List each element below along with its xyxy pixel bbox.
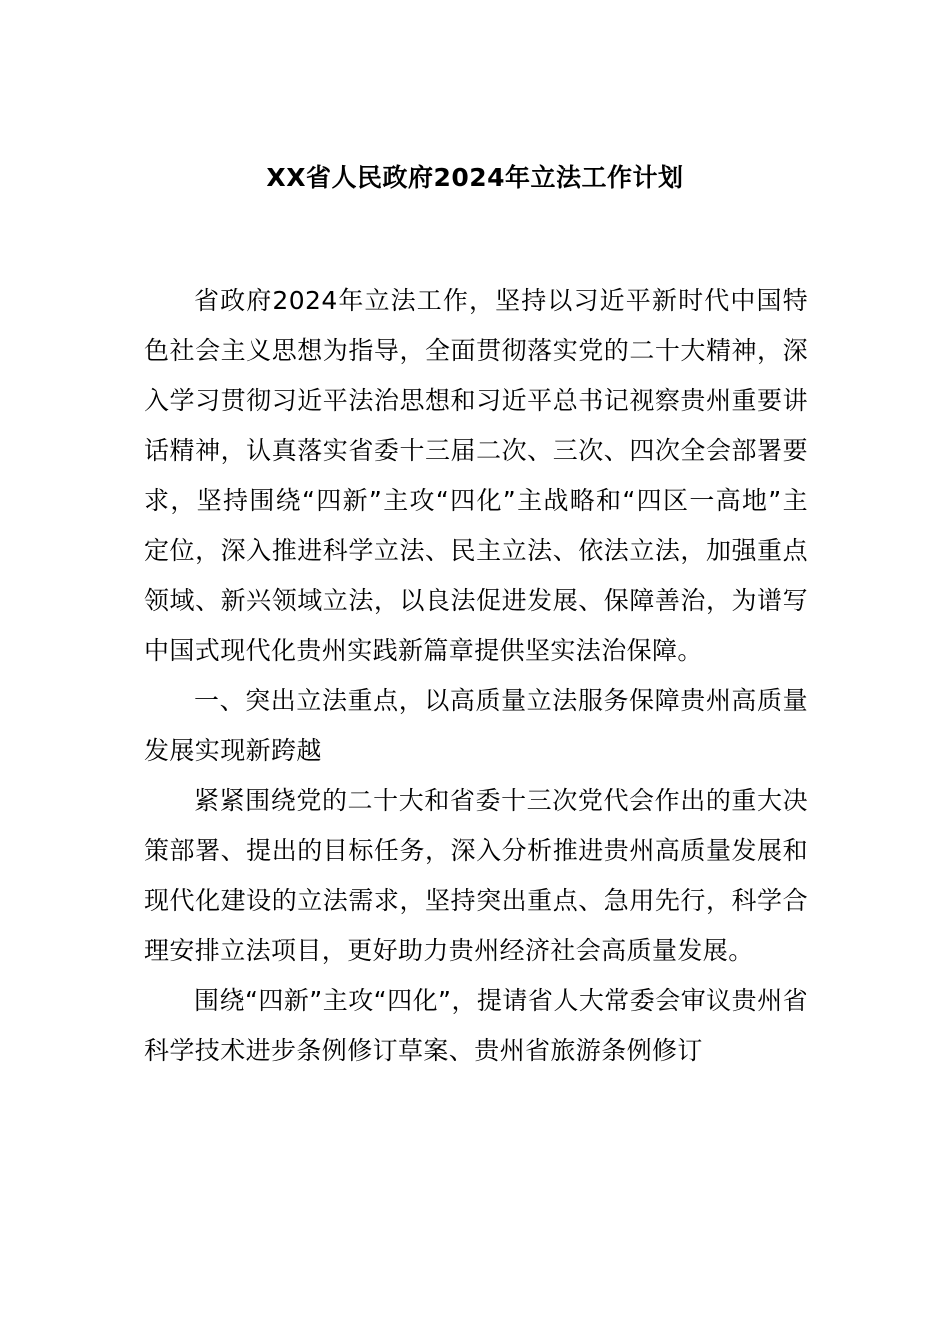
paragraph-intro: 省政府2024年立法工作，坚持以习近平新时代中国特色社会主义思想为指导，全面贯彻落实党的二十大精神，深入学习贯彻习近平法治思想和习近平总书记视察贵州重要讲话精神，认真落实省委十三届二次、三次、四次全会部署要求，坚持围绕“四新”主攻“四化”主战略和“四区一高地”主定位，深入推进科学立法、民主立法、依法立法，加强重点领域、新兴领域立法，以良法促进发展、保障善治，为谱写中国式现代化贵州实践新篇章提供坚实法治保障。 <box>144 286 808 665</box>
section-heading-1: 一、突出立法重点，以高质量立法服务保障贵州高质量发展实现新跨越 <box>144 686 808 765</box>
document-title: XX省人民政府2024年立法工作计划 <box>266 163 684 192</box>
document-body <box>144 276 808 1076</box>
paragraph-section-1: 紧紧围绕党的二十大和省委十三次党代会作出的重大决策部署、提出的目标任务，深入分析推进贵州高质量发展和现代化建设的立法需求，坚持突出重点、急用先行，科学合理安排立法项目，更好助力贵州经济社会高质量发展。 <box>144 786 808 965</box>
paragraph-legislation-items: 围绕“四新”主攻“四化”，提请省人大常委会审议贵州省科学技术进步条例修订草案、贵州省旅游条例修订 <box>144 986 808 1065</box>
